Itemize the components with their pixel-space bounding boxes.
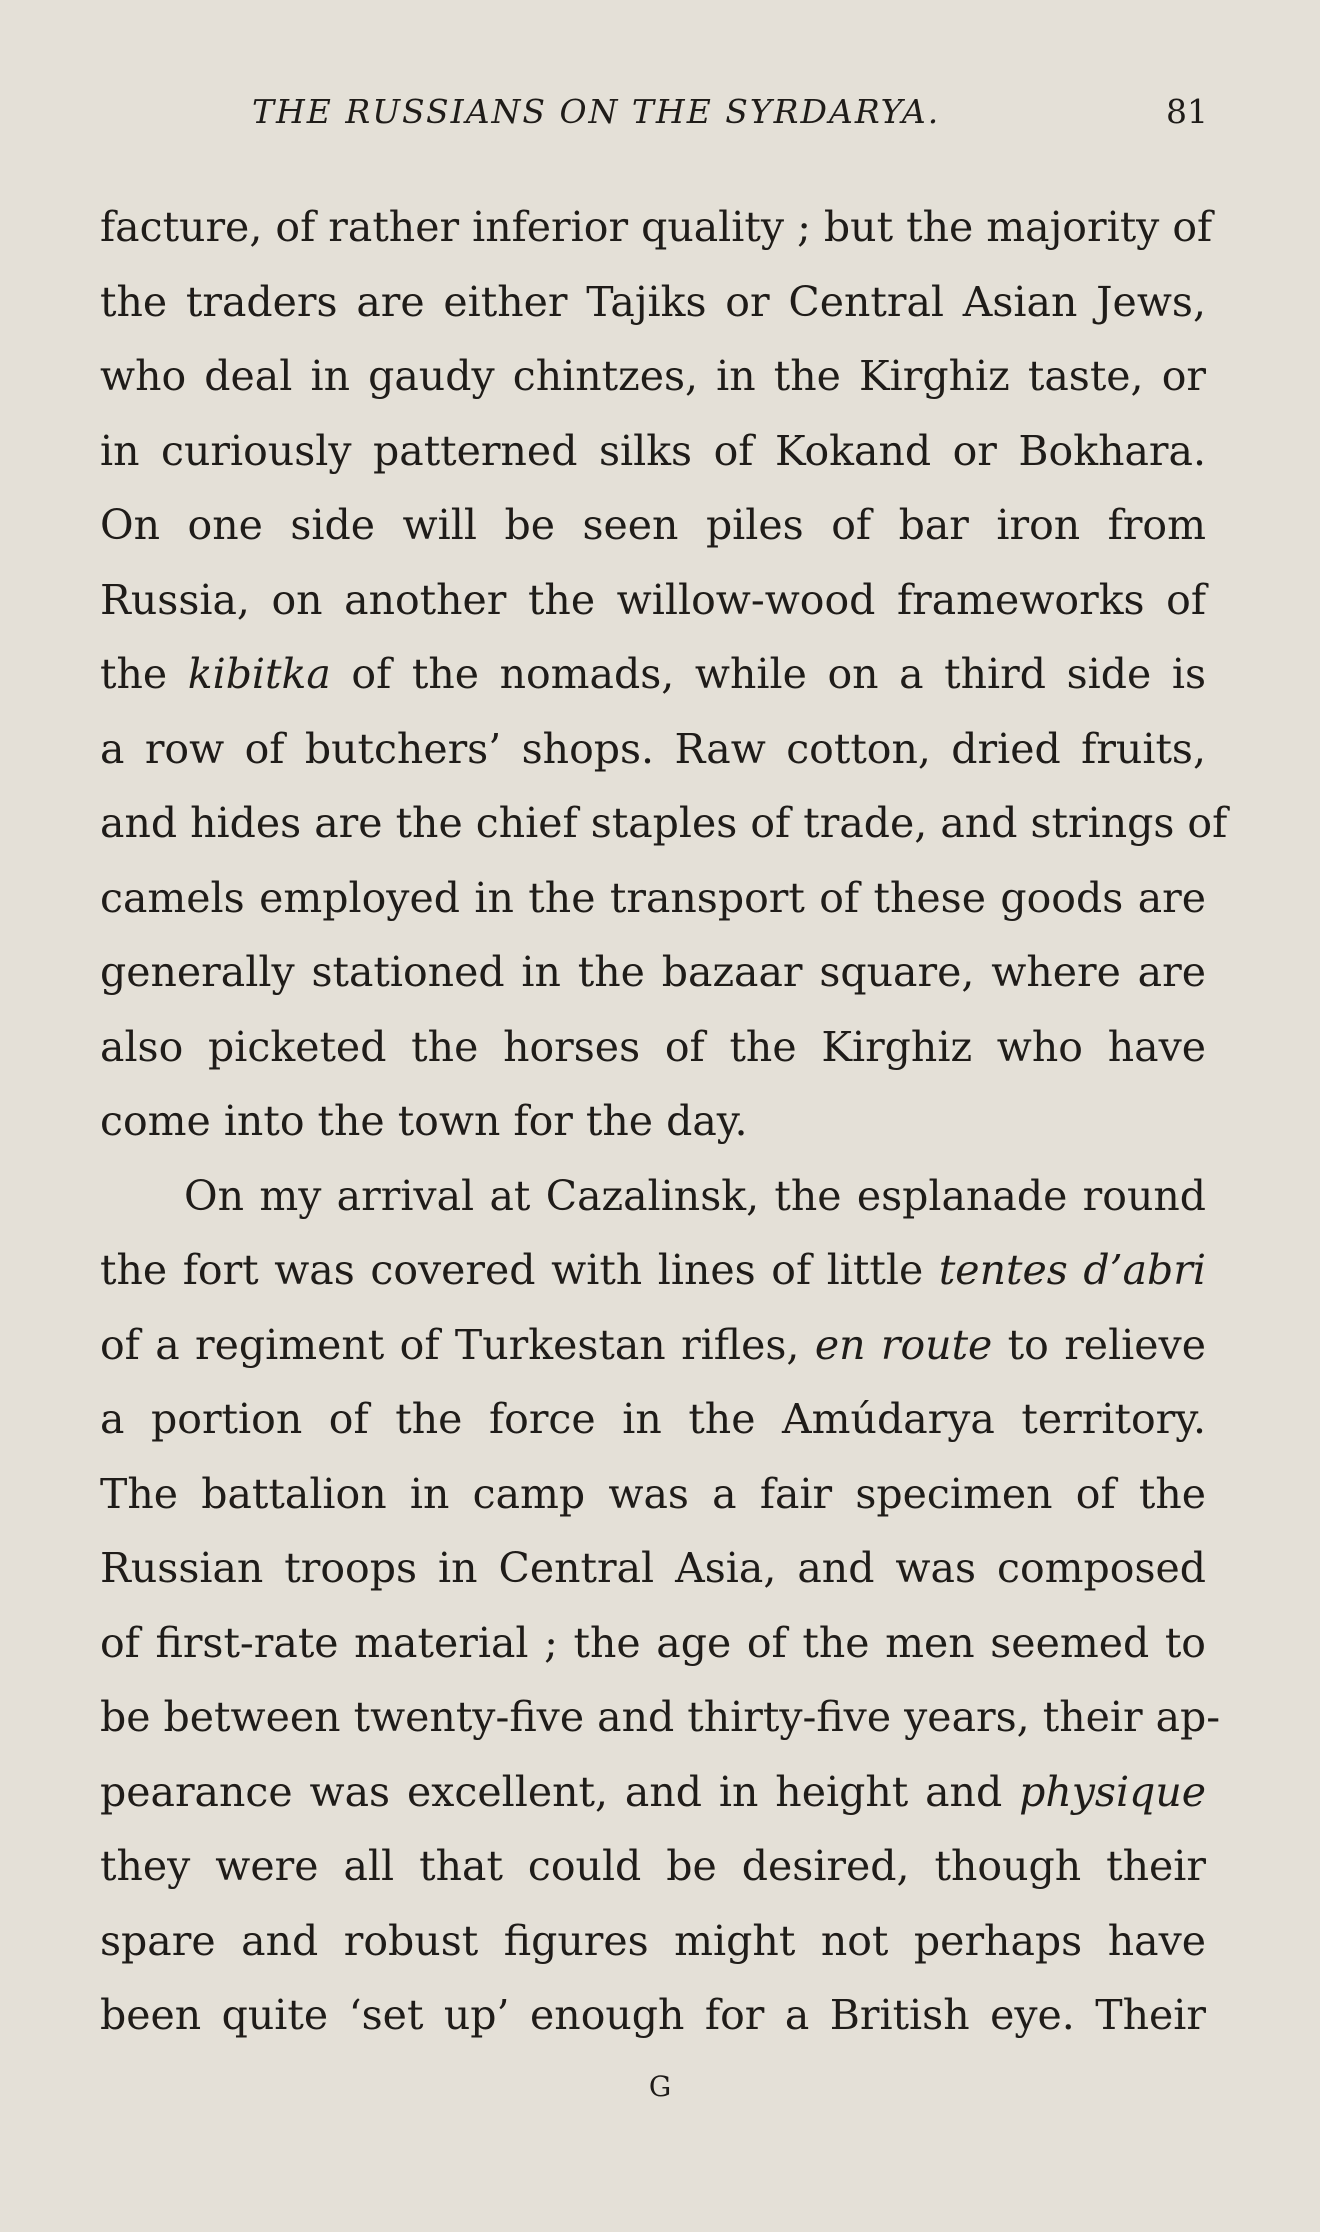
italic-term: tentes d’abri [938,1246,1207,1294]
text-line [100,1308,1206,1383]
text-line: they were all that could be desired, though their [100,1842,1206,1890]
text-line [100,1755,1206,1830]
text-line: a row of butchers’ shops. Raw cotton, dried fruits, [100,724,1206,773]
text-line: of first-rate material ; the age of the men seemed to [100,1618,1206,1667]
text-fragment: to relieve [992,1320,1206,1369]
body-text [100,190,1228,2053]
text-line: also picketed the horses of the Kirghiz who have [100,1022,1206,1071]
text-line: facture, of rather inferior quality ; but the majority of [100,203,1213,251]
text-line [100,637,1206,712]
text-line: in curiously patterned silks of Kokand or Bokhara. [100,426,1206,475]
text-fragment: the [100,650,188,698]
text-line: been quite ‘set up’ enough for a British eye. Their [100,1991,1206,2039]
text-line: Russian troops in Central Asia, and was composed [100,1544,1206,1592]
text-line [100,1233,1206,1308]
text-line: camels employed in the transport of these goods are [100,873,1206,922]
page-number: 81 [1166,92,1208,131]
italic-term: physique [1019,1767,1206,1816]
signature-mark: G [648,2070,672,2103]
text-line: The battalion in camp was a fair specimen of the [100,1469,1206,1518]
text-line: the traders are either Tajiks or Central Asian Jews, [100,277,1206,326]
text-line: On one side will be seen piles of bar iron from [100,501,1206,549]
italic-term: en route [814,1320,993,1369]
text-line: and hides are the chief staples of trade, and strings of [100,799,1228,847]
paragraph-last-line: come into the town for the day. [100,1097,748,1145]
italic-term: kibitka [187,650,331,698]
text-line: be between twenty-five and thirty-five years, their ap- [100,1693,1221,1741]
text-fragment: pearance was excellent, and in height and [100,1767,1020,1816]
running-head [100,92,1218,142]
text-line: spare and robust figures might not perhaps have [100,1916,1206,1965]
text-fragment: the fort was covered with lines of little [100,1246,939,1294]
text-fragment: of the nomads, while on a third side is [330,650,1206,698]
text-line: who deal in gaudy chintzes, in the Kirghiz taste, or [100,352,1206,400]
text-line: Russia, on another the willow-wood frameworks of [100,575,1206,624]
paragraph-first-line: On my arrival at Cazalinsk, the esplanade round [184,1171,1206,1220]
text-fragment: of a regiment of Turkestan rifles, [100,1320,815,1369]
running-title: THE RUSSIANS ON THE SYRDARYA. [252,92,941,131]
text-line: a portion of the force in the Amúdarya territory. [100,1395,1206,1443]
text-line: generally stationed in the bazaar square, where are [100,948,1206,996]
